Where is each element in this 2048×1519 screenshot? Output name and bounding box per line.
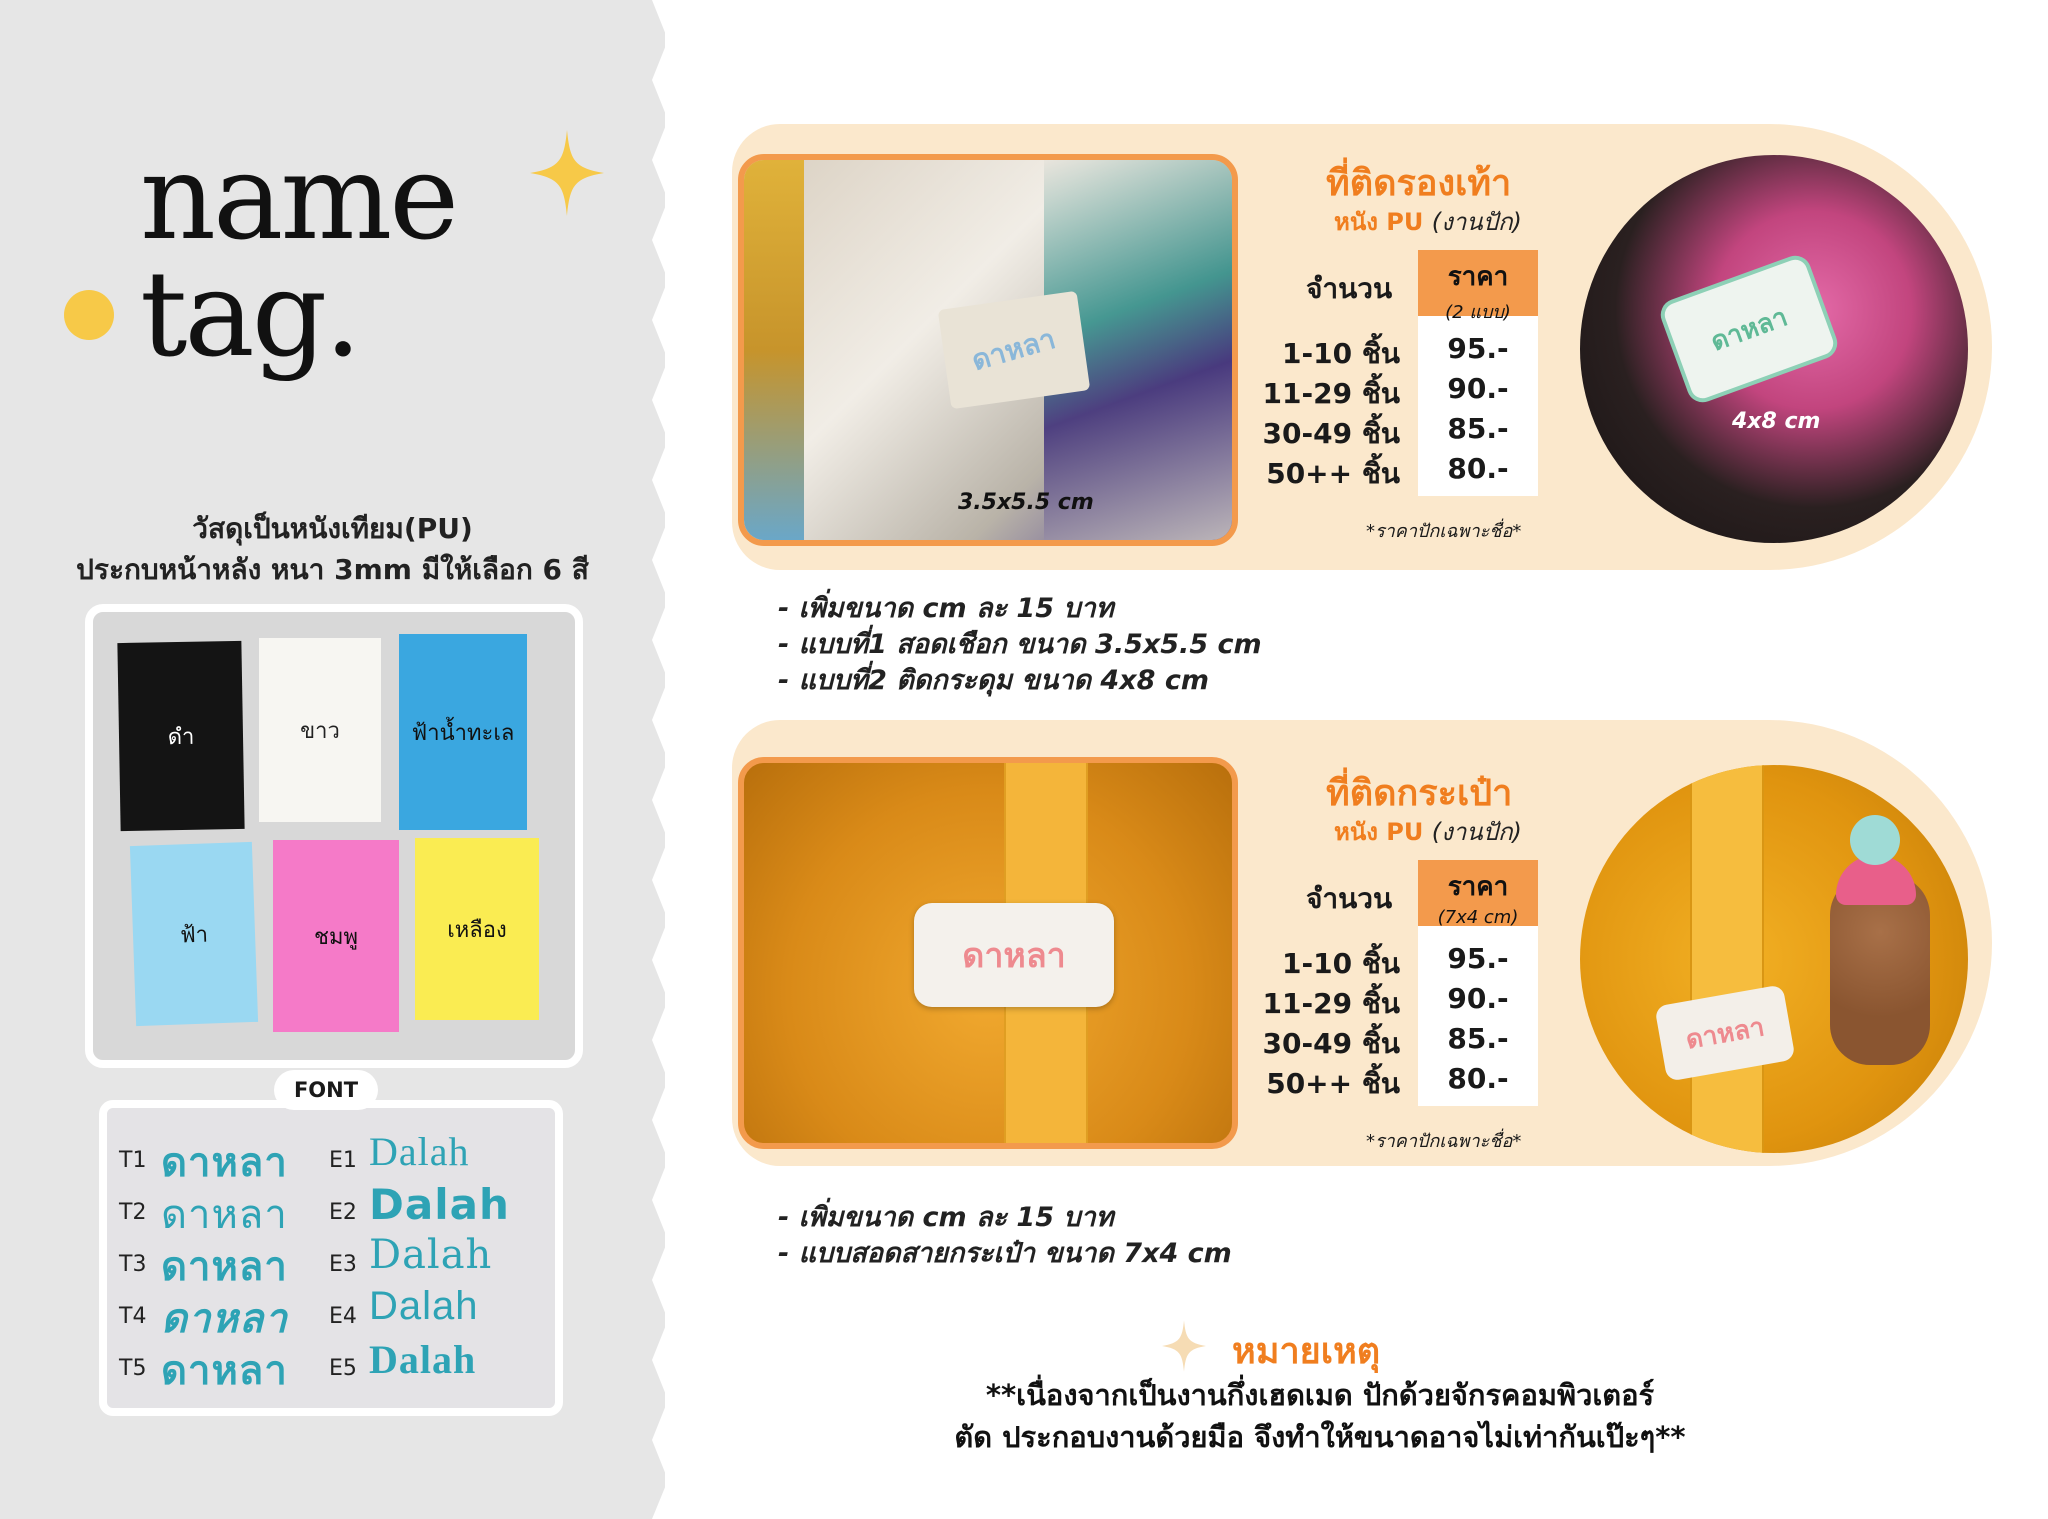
bag-row-qty: 11-29 ชิ้น — [1262, 987, 1400, 1020]
shoe-row-qty: 1-10 ชิ้น — [1282, 337, 1400, 370]
bag-price-header — [1418, 860, 1538, 926]
font-code: E5 — [329, 1356, 357, 1381]
shoe-photo-size: 3.5x5.5 cm — [958, 490, 1094, 515]
bag-bullet: - แบบสอดสายกระเป๋า ขนาด 7x4 cm — [778, 1238, 1232, 1269]
note-sparkle-icon — [1162, 1320, 1206, 1372]
shoe-bullet: - เพิ่มขนาด cm ละ 15 บาท — [778, 593, 1114, 624]
shoe-row-price: 90.- — [1447, 372, 1509, 405]
shoe-strap-tag-text: ดาหลา — [1706, 301, 1792, 358]
yellow-dot — [64, 290, 114, 340]
font-sample: ดาหลา — [161, 1296, 288, 1342]
shoe-row-price: 95.- — [1447, 332, 1509, 365]
swatch-label: ขาว — [300, 718, 340, 744]
font-sample: ดาหลา — [161, 1192, 288, 1238]
bag-tag-text: ดาหลา — [962, 936, 1066, 976]
bag-circle-tag — [1654, 984, 1795, 1081]
font-code: E4 — [329, 1304, 357, 1329]
bag-photo — [738, 757, 1238, 1149]
zigzag-edge — [640, 0, 670, 1519]
bag-row-qty: 50++ ชิ้น — [1266, 1067, 1400, 1100]
bag-row-qty: 1-10 ชิ้น — [1282, 947, 1400, 980]
swatch-label: ดำ — [167, 724, 195, 750]
font-code: T3 — [119, 1252, 147, 1277]
shoe-side — [744, 160, 804, 540]
font-sample: Dalah — [369, 1232, 493, 1278]
font-sample: Dalah — [369, 1129, 470, 1174]
font-label: FONT — [274, 1070, 378, 1110]
bag-subtitle-rest: (งานปัก) — [1431, 818, 1522, 846]
bag-row-price: 85.- — [1447, 1022, 1509, 1055]
shoe-bullet: - แบบที่1 สอดเชือก ขนาด 3.5x5.5 cm — [778, 629, 1262, 660]
shoe-price-note: (2 แบบ) — [1445, 302, 1511, 323]
shoe-strap-tag — [1656, 251, 1841, 407]
shoe-photo — [738, 154, 1238, 546]
swatch-white — [259, 638, 381, 822]
font-code: T2 — [119, 1200, 147, 1225]
font-code: T5 — [119, 1356, 147, 1381]
bag-qty-label: จำนวน — [1306, 882, 1393, 915]
shoe-qty-label: จำนวน — [1306, 272, 1393, 305]
font-code: T4 — [119, 1304, 147, 1329]
shoe-row-qty: 50++ ชิ้น — [1266, 457, 1400, 490]
material-line1: วัสดุเป็นหนังเทียม(PU) — [192, 512, 473, 545]
swatch-sea-blue — [399, 634, 527, 830]
swatch-black — [117, 641, 244, 831]
bag-row-qty: 30-49 ชิ้น — [1262, 1027, 1400, 1060]
bag-bullet: - เพิ่มขนาด cm ละ 15 บาท — [778, 1202, 1114, 1233]
shoe-subtitle-bold: หนัง PU — [1334, 208, 1424, 236]
shoe-bullet: - แบบที่2 ติดกระดุม ขนาด 4x8 cm — [778, 665, 1209, 696]
note-line1: **เนื่องจากเป็นงานกึ่งเฮดเมด ปักด้วยจักรคอมพิวเตอร์ — [985, 1378, 1655, 1412]
brand-title-line2: tag. — [140, 245, 359, 383]
swatch-label: ชมพู — [314, 924, 358, 950]
bag-circle-strap — [1690, 765, 1764, 1153]
shoe-row-price: 85.- — [1447, 412, 1509, 445]
swatch-yellow — [415, 838, 539, 1020]
shoe-row-qty: 30-49 ชิ้น — [1262, 417, 1400, 450]
material-line2: ประกบหน้าหลัง หนา 3mm มีให้เลือก 6 สี — [76, 553, 589, 586]
shoe-tag — [938, 291, 1091, 410]
bear-pompom — [1850, 815, 1900, 865]
shoe-subtitle — [1334, 202, 1522, 241]
font-sample: Dalah — [369, 1180, 510, 1229]
font-code: T1 — [119, 1148, 147, 1173]
font-code: E2 — [329, 1200, 357, 1225]
bag-circle-tag-text: ดาหลา — [1683, 1011, 1767, 1056]
swatch-pink — [273, 840, 399, 1032]
shoe-row-price: 80.- — [1447, 452, 1509, 485]
bag-footnote: *ราคาปักเฉพาะชื่อ* — [1366, 1131, 1522, 1152]
note-line2: ตัด ประกอบงานด้วยมือ จึงทำให้ขนาดอาจไม่เท่ากันเป๊ะๆ** — [954, 1420, 1686, 1454]
color-swatches — [85, 604, 583, 1068]
font-samples — [99, 1100, 563, 1416]
shoe-row-qty: 11-29 ชิ้น — [1262, 377, 1400, 410]
shoe-subtitle-rest: (งานปัก) — [1431, 208, 1522, 236]
shoe-price-label: ราคา — [1447, 262, 1509, 292]
bag-price-note: (7x4 cm) — [1437, 907, 1519, 928]
font-code: E1 — [329, 1148, 357, 1173]
bag-title: ที่ติดกระเป๋า — [1326, 773, 1513, 814]
font-sample: ดาหลา — [161, 1140, 288, 1186]
shoe-tag-text: ดาหลา — [968, 321, 1060, 378]
font-sample: Dalah — [369, 1284, 479, 1328]
note-title: หมายเหตุ — [1232, 1331, 1381, 1372]
bag-subtitle — [1334, 812, 1522, 851]
swatch-light-blue — [130, 842, 258, 1026]
shoe-circle-photo — [1580, 155, 1968, 543]
sparkle-icon — [530, 130, 604, 216]
brand-title-line1: name — [140, 128, 457, 266]
bag-row-price: 95.- — [1447, 942, 1509, 975]
bag-price-label: ราคา — [1447, 872, 1509, 902]
shoe-footnote: *ราคาปักเฉพาะชื่อ* — [1366, 521, 1522, 542]
bag-subtitle-bold: หนัง PU — [1334, 818, 1424, 846]
shoe-price-header — [1418, 250, 1538, 323]
swatch-label: ฟ้า — [179, 922, 209, 948]
swatch-label: ฟ้าน้ำทะเล — [411, 720, 515, 746]
font-code: E3 — [329, 1252, 357, 1277]
bag-row-price: 80.- — [1447, 1062, 1509, 1095]
shoe-circle-size: 4x8 cm — [1732, 409, 1821, 434]
font-sample: Dalah — [369, 1337, 477, 1382]
font-sample: ดาหลา — [161, 1347, 288, 1394]
bag-circle-photo — [1580, 765, 1968, 1153]
swatch-label: เหลือง — [447, 917, 507, 943]
bag-tag — [914, 903, 1114, 1007]
bag-row-price: 90.- — [1447, 982, 1509, 1015]
shoe-title: ที่ติดรองเท้า — [1326, 163, 1512, 204]
font-sample: ดาหลา — [161, 1245, 288, 1289]
